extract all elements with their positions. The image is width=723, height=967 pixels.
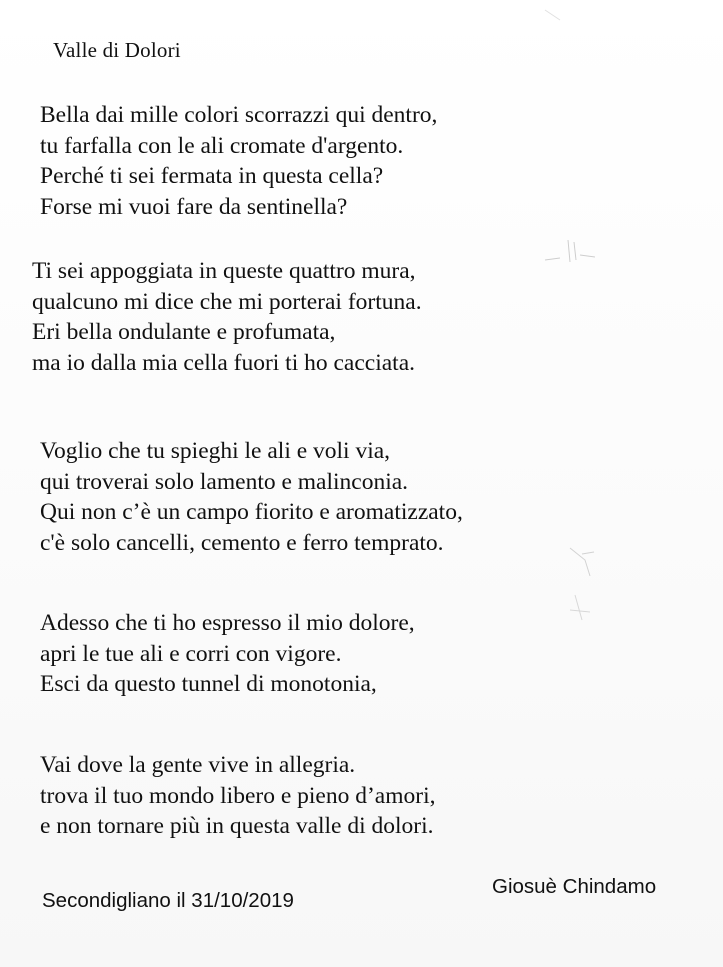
poem-line: apri le tue ali e corri con vigore.: [40, 640, 342, 667]
poem-line: Qui non c’è un campo fiorito e aromatizzato,: [40, 499, 463, 525]
author-name: Giosuè Chindamo: [492, 875, 657, 898]
poem-line: c'è solo cancelli, cemento e ferro temprato.: [40, 529, 444, 556]
poem-line: Forse mi vuoi fare da sentinella?: [40, 193, 348, 220]
poem-title: Valle di Dolori: [53, 38, 181, 62]
poem-line: ma io dalla mia cella fuori ti ho cacciata.: [32, 349, 415, 376]
poem-line: Esci da questo tunnel di monotonia,: [40, 671, 377, 697]
poem-line: qualcuno mi dice che mi porterai fortuna.: [32, 288, 422, 315]
poem-line: Ti sei appoggiata in queste quattro mura,: [32, 258, 416, 284]
poem-line: Bella dai mille colori scorrazzi qui dentro,: [40, 102, 438, 128]
stanza-3: [40, 436, 463, 558]
poem-line: tu farfalla con le ali cromate d'argento.: [40, 132, 404, 159]
scan-smudge-icon: [560, 590, 620, 630]
scan-smudge-icon: [540, 230, 600, 270]
stanza-5: [40, 750, 436, 842]
poem-line: Adesso che ti ho espresso il mio dolore,: [40, 610, 415, 636]
poem-line: e non tornare più in questa valle di dolori.: [40, 813, 434, 839]
stanza-2: [32, 256, 422, 378]
scan-smudge-icon: [560, 540, 620, 580]
poem-line: trova il tuo mondo libero e pieno d’amori,: [40, 782, 436, 809]
stanza-4: [40, 608, 415, 700]
poem-line: Vai dove la gente vive in allegria.: [40, 752, 356, 778]
stanza-1: [40, 100, 437, 222]
poem-line: Perché ti sei fermata in questa cella?: [40, 163, 384, 189]
poem-line: Voglio che tu spieghi le ali e voli via,: [40, 438, 391, 464]
place-date: Secondigliano il 31/10/2019: [42, 889, 294, 912]
poem-line: qui troverai solo lamento e malinconia.: [40, 468, 409, 495]
poem-line: Eri bella ondulante e profumata,: [32, 319, 336, 345]
scan-smudge-icon: [540, 5, 570, 25]
